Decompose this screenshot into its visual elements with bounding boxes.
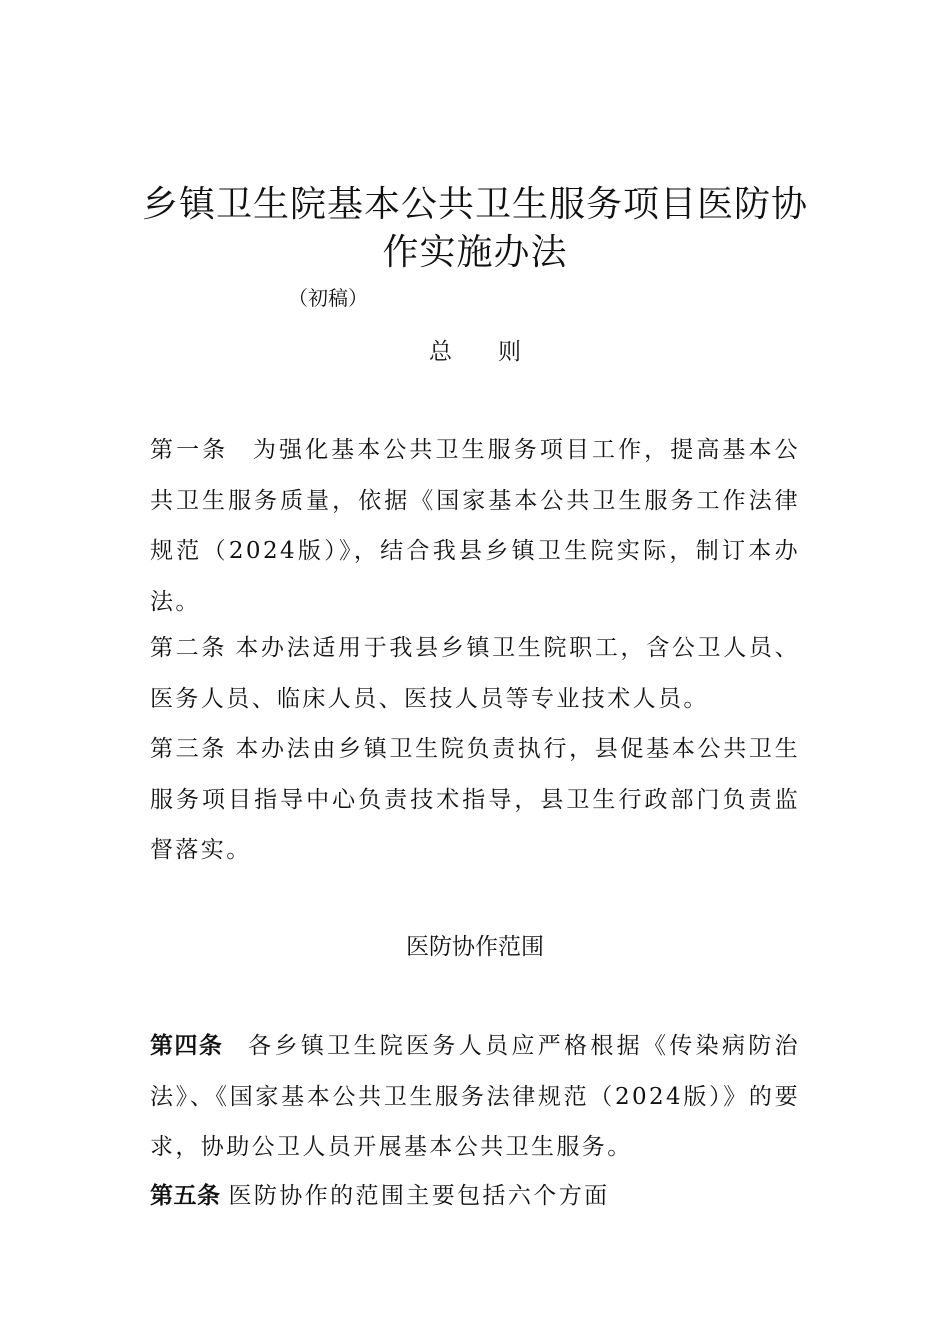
document-title-line-2: 作实施办法 bbox=[382, 232, 568, 273]
article-3 bbox=[150, 724, 800, 876]
article-text: 各乡镇卫生院医务人员应严格根据《传染病防治法》、《国家基本公共卫生服务法律规范（2024版）》的要求，协助公卫人员开展基本公共卫生服务。 bbox=[150, 1033, 800, 1160]
article-5 bbox=[150, 1171, 800, 1222]
article-4 bbox=[150, 1021, 800, 1173]
article-label: 第五条 bbox=[150, 1183, 221, 1209]
article-label: 第二条 bbox=[150, 635, 228, 661]
article-1 bbox=[150, 425, 800, 627]
document-title-line-1: 乡镇卫生院基本公共卫生服务项目医防协 bbox=[141, 184, 808, 225]
article-text: 为强化基本公共卫生服务项目工作，提高基本公共卫生服务质量，依据《国家基本公共卫生服务工作法律规范（2024版）》，结合我县乡镇卫生院实际，制订本办法。 bbox=[150, 437, 800, 615]
section-heading-general: 总 则 bbox=[429, 339, 521, 365]
draft-label: （初稿） bbox=[288, 286, 368, 310]
article-label: 第三条 bbox=[150, 736, 228, 762]
section-heading-scope: 医防协作范围 bbox=[406, 934, 544, 960]
article-label: 第一条 bbox=[150, 437, 229, 463]
article-text: 本办法适用于我县乡镇卫生院职工，含公卫人员、医务人员、临床人员、医技人员等专业技术人员。 bbox=[150, 635, 800, 712]
article-2 bbox=[150, 623, 800, 724]
article-label: 第四条 bbox=[150, 1033, 224, 1059]
article-text: 医防协作的范围主要包括六个方面 bbox=[228, 1183, 610, 1209]
article-text: 本办法由乡镇卫生院负责执行，县促基本公共卫生服务项目指导中心负责技术指导，县卫生行政部门负责监督落实。 bbox=[150, 736, 800, 863]
